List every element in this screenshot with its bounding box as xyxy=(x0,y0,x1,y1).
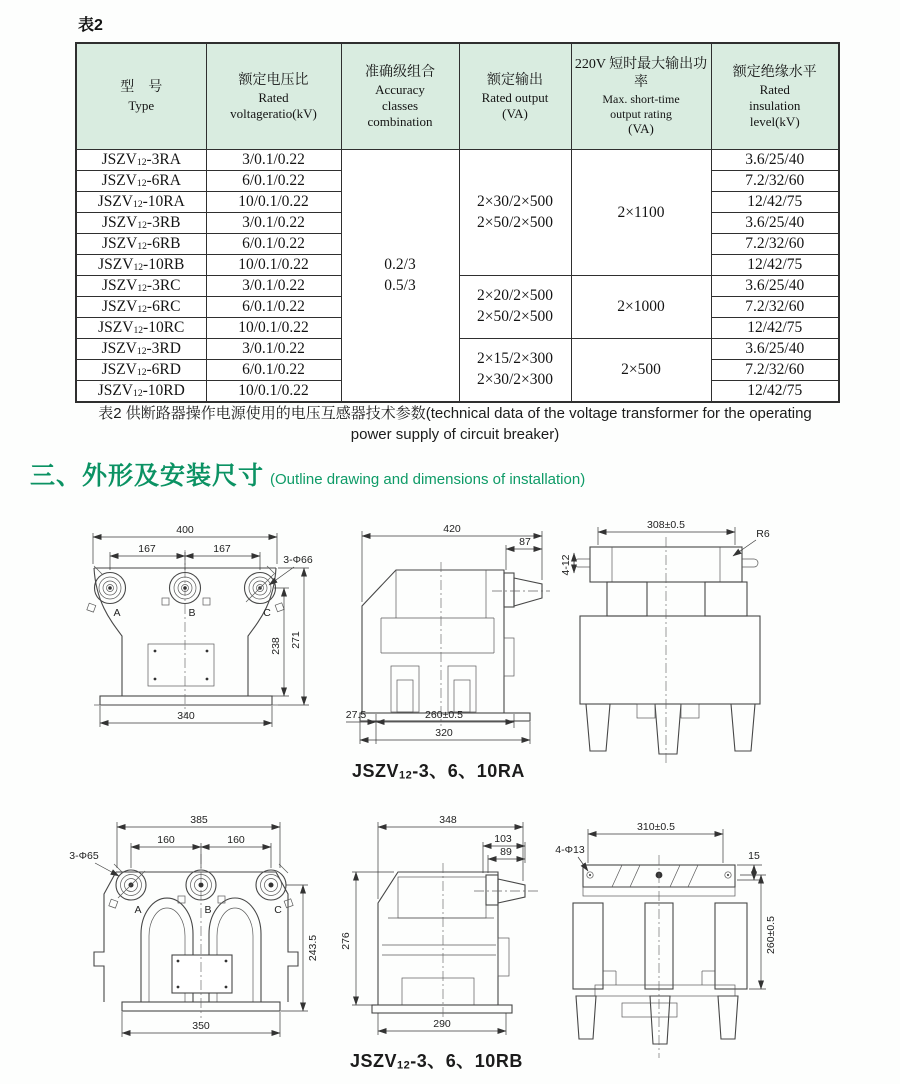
model-prefix: JSZV xyxy=(97,193,134,210)
accuracy-cell xyxy=(341,150,459,403)
header-output-cn: 额定输出 xyxy=(487,72,543,88)
model-suffix: -6RA xyxy=(146,172,181,189)
model-subscript: 12 xyxy=(133,262,144,274)
output-line1: 2×30/2×500 xyxy=(476,192,554,210)
header-output-en2: (VA) xyxy=(502,105,528,121)
ratio-cell: 3/0.1/0.22 xyxy=(206,150,341,171)
model-subscript: 12 xyxy=(137,304,147,316)
section-heading-en: (Outline drawing and dimensions of installation) xyxy=(270,471,586,488)
header-insulation-cn: 额定绝缘水平 xyxy=(732,64,817,80)
dim-167-left-label: 167 xyxy=(138,543,156,555)
insulation-cell: 3.6/25/40 xyxy=(711,339,839,360)
dim-420-label: 420 xyxy=(443,523,461,535)
header-ratio xyxy=(206,43,341,150)
header-shorttime-en3: (VA) xyxy=(628,121,654,137)
model-subscript: 12 xyxy=(137,220,147,232)
dim-160-left-label: 160 xyxy=(157,834,175,846)
model-subscript: 12 xyxy=(133,325,144,337)
model-prefix: JSZV xyxy=(101,340,137,357)
rb-side-body xyxy=(372,863,541,1020)
model-prefix: JSZV xyxy=(98,256,134,273)
ra-side-body xyxy=(360,562,550,726)
dim-27-5-label: 27.5 xyxy=(345,709,367,721)
model-suffix: -10RB xyxy=(143,256,185,273)
ra-front-terminals xyxy=(87,566,284,612)
dim-271-label: 271 xyxy=(290,631,302,649)
phase-a-label: A xyxy=(113,607,121,619)
dim-385-label: 385 xyxy=(190,814,208,826)
header-shorttime-cn: 220V 短时最大输出功率 xyxy=(574,56,708,91)
insulation-cell: 7.2/32/60 xyxy=(711,360,839,381)
ratio-cell: 10/0.1/0.22 xyxy=(206,318,341,339)
ratio-cell: 10/0.1/0.22 xyxy=(206,381,341,403)
section-heading-cn: 三、外形及安装尺寸 xyxy=(30,462,265,490)
type-cell xyxy=(76,171,206,192)
model-suffix: -3RA xyxy=(146,151,181,168)
section-heading xyxy=(30,456,585,492)
output-line2: 2×50/2×500 xyxy=(476,308,554,325)
header-accuracy-en3: combination xyxy=(367,113,433,129)
ratio-cell: 3/0.1/0.22 xyxy=(206,339,341,360)
dim-167-right-label: 167 xyxy=(213,543,231,555)
ratio-cell: 6/0.1/0.22 xyxy=(206,360,341,381)
output-cell xyxy=(459,276,571,339)
model-subscript: 12 xyxy=(133,199,143,211)
model-suffix: -10RC xyxy=(143,319,185,336)
model-subscript: 12 xyxy=(136,157,147,169)
phase-c-label: C xyxy=(263,607,271,619)
model-prefix: JSZV xyxy=(101,298,138,315)
model-prefix: JSZV xyxy=(98,319,134,336)
ratio-cell: 6/0.1/0.22 xyxy=(206,297,341,318)
phase-c-label: C xyxy=(274,904,282,916)
terminal-a xyxy=(109,864,146,908)
phase-b-label: B xyxy=(204,904,212,916)
dim-260-label: 260±0.5 xyxy=(425,709,463,721)
header-accuracy-en2: classes xyxy=(381,97,419,113)
terminal-b xyxy=(162,573,210,606)
insulation-cell: 12/42/75 xyxy=(711,192,839,213)
model-subscript: 12 xyxy=(136,178,147,190)
insulation-cell: 3.6/25/40 xyxy=(711,150,839,171)
rb-caption-subscript: 12 xyxy=(397,1059,411,1072)
ratio-cell: 3/0.1/0.22 xyxy=(206,276,341,297)
rb-front-body xyxy=(94,854,298,1018)
model-prefix: JSZV xyxy=(101,235,138,252)
dim-243-5-label: 243.5 xyxy=(307,934,319,962)
header-type-en: Type xyxy=(128,97,155,113)
insulation-cell: 3.6/25/40 xyxy=(711,276,839,297)
model-suffix: -10RD xyxy=(142,382,185,399)
output-cell xyxy=(459,339,571,403)
dim-89-label: 89 xyxy=(500,846,512,858)
header-insulation-en2: insulation xyxy=(749,97,801,113)
type-cell xyxy=(76,339,206,360)
output-cell xyxy=(459,150,571,276)
rb-front-terminals xyxy=(109,864,293,908)
shorttime-cell: 2×500 xyxy=(571,339,711,403)
header-insulation-en1: Rated xyxy=(759,81,790,97)
rb-caption-suffix: -3、6、10RB xyxy=(410,1051,523,1071)
shorttime-cell: 2×1100 xyxy=(571,150,711,276)
rb-rear-dimensions xyxy=(555,821,777,989)
dim-260-label: 260±0.5 xyxy=(765,916,777,954)
drawing-ra-front xyxy=(70,506,322,740)
type-cell xyxy=(76,150,206,171)
dim-238-label: 238 xyxy=(270,637,282,655)
dim-348-label: 348 xyxy=(439,814,457,826)
header-output xyxy=(459,43,571,150)
ra-caption-subscript: 12 xyxy=(399,769,413,782)
header-shorttime xyxy=(571,43,711,150)
rb-rear-body xyxy=(573,855,747,1058)
dim-350-label: 350 xyxy=(192,1020,210,1032)
output-line1: 2×20/2×500 xyxy=(476,287,554,305)
insulation-cell: 12/42/75 xyxy=(711,255,839,276)
type-cell xyxy=(76,276,206,297)
header-ratio-en2: voltageratio(kV) xyxy=(230,105,317,121)
insulation-cell: 7.2/32/60 xyxy=(711,234,839,255)
rb-side-dimensions xyxy=(340,814,525,1035)
model-suffix: -3RD xyxy=(146,340,181,357)
header-shorttime-en1: Max. short-time xyxy=(602,92,680,107)
model-subscript: 12 xyxy=(136,367,147,379)
table-label: 表2 xyxy=(78,17,103,34)
insulation-cell: 7.2/32/60 xyxy=(711,171,839,192)
header-insulation-en3: level(kV) xyxy=(749,113,800,129)
type-cell xyxy=(76,297,206,318)
dim-290-label: 290 xyxy=(433,1018,451,1030)
header-ratio-cn: 额定电压比 xyxy=(238,72,309,88)
dim-276-label: 276 xyxy=(340,932,352,950)
type-cell xyxy=(76,192,206,213)
header-accuracy-en1: Accuracy xyxy=(375,81,425,97)
header-ratio-en1: Rated xyxy=(258,89,289,105)
shorttime-cell: 2×1000 xyxy=(571,276,711,339)
header-type-cn: 型 号 xyxy=(120,80,163,96)
rb-caption xyxy=(350,1047,523,1073)
model-suffix: -6RC xyxy=(146,298,181,315)
table-caption: 表2 供断路器操作电源使用的电压互感器技术参数(technical data of the voltage transformer for the operating power supply of circuit breaker) xyxy=(98,405,812,443)
type-cell xyxy=(76,360,206,381)
insulation-cell: 7.2/32/60 xyxy=(711,297,839,318)
type-cell xyxy=(76,255,206,276)
model-subscript: 12 xyxy=(133,388,143,400)
drawing-rb-rear xyxy=(554,813,866,1075)
header-insulation xyxy=(711,43,839,150)
model-subscript: 12 xyxy=(137,283,147,295)
dim-hole-label: 3-Φ66 xyxy=(283,554,313,566)
output-line1: 2×15/2×300 xyxy=(476,350,554,368)
ratio-cell: 10/0.1/0.22 xyxy=(206,255,341,276)
ra-caption-prefix: JSZV xyxy=(352,761,400,781)
dim-4-12-label: 4-12 xyxy=(560,554,572,576)
output-line2: 2×30/2×300 xyxy=(476,371,554,388)
dim-310-label: 310±0.5 xyxy=(637,821,675,833)
model-prefix: JSZV xyxy=(101,277,138,294)
model-suffix: -10RA xyxy=(142,193,185,210)
dim-103-label: 103 xyxy=(494,833,512,845)
ratio-cell: 3/0.1/0.22 xyxy=(206,213,341,234)
dim-4-phi13-label: 4-Φ13 xyxy=(555,844,585,856)
phase-b-label: B xyxy=(188,607,196,619)
ra-side-dimensions xyxy=(346,523,542,744)
ratio-cell: 10/0.1/0.22 xyxy=(206,192,341,213)
dim-308-label: 308±0.5 xyxy=(647,519,685,531)
phase-a-label: A xyxy=(134,904,142,916)
ra-caption xyxy=(352,757,525,783)
model-suffix: -6RB xyxy=(146,235,181,252)
model-prefix: JSZV xyxy=(97,382,134,399)
drawing-ra-rear xyxy=(560,503,852,771)
insulation-cell: 3.6/25/40 xyxy=(711,213,839,234)
type-cell xyxy=(76,213,206,234)
header-output-en1: Rated output xyxy=(481,89,549,105)
model-subscript: 12 xyxy=(137,241,147,253)
table-row xyxy=(76,150,839,171)
drawing-ra-side xyxy=(336,518,578,770)
rb-front-dimensions xyxy=(69,814,319,1037)
ratio-cell: 6/0.1/0.22 xyxy=(206,234,341,255)
ratio-cell: 6/0.1/0.22 xyxy=(206,171,341,192)
header-accuracy xyxy=(341,43,459,150)
model-subscript: 12 xyxy=(136,346,147,358)
header-row xyxy=(76,43,839,150)
model-suffix: -3RB xyxy=(146,214,181,231)
accuracy-line2: 0.5/3 xyxy=(384,276,416,294)
ra-caption-suffix: -3、6、10RA xyxy=(412,761,525,781)
dim-15-label: 15 xyxy=(748,850,760,862)
model-prefix: JSZV xyxy=(101,151,137,168)
insulation-cell: 12/42/75 xyxy=(711,381,839,403)
model-suffix: -3RC xyxy=(146,277,181,294)
dim-87-label: 87 xyxy=(519,536,531,548)
terminal-c xyxy=(245,566,285,612)
dim-340-label: 340 xyxy=(177,710,195,722)
drawing-rb-front xyxy=(60,806,348,1044)
model-suffix: -6RD xyxy=(146,361,181,378)
header-type xyxy=(76,43,206,150)
header-accuracy-cn: 准确级组合 xyxy=(365,64,435,80)
type-cell xyxy=(76,381,206,403)
ra-rear-body xyxy=(574,537,760,763)
type-cell xyxy=(76,234,206,255)
rb-caption-prefix: JSZV xyxy=(350,1051,398,1071)
type-cell xyxy=(76,318,206,339)
dim-hole-label: 3-Φ65 xyxy=(69,850,99,862)
dim-160-right-label: 160 xyxy=(227,834,245,846)
header-shorttime-en2: output rating xyxy=(610,106,672,121)
model-prefix: JSZV xyxy=(101,214,138,231)
insulation-cell: 12/42/75 xyxy=(711,318,839,339)
accuracy-line1: 0.2/3 xyxy=(384,255,416,273)
dim-r6-label: R6 xyxy=(756,528,770,540)
dim-320-label: 320 xyxy=(435,727,453,739)
drawing-rb-side xyxy=(336,813,581,1068)
output-line2: 2×50/2×500 xyxy=(476,213,554,231)
model-prefix: JSZV xyxy=(101,172,137,189)
dim-400-label: 400 xyxy=(176,524,194,536)
ra-front-body xyxy=(94,550,278,716)
spec-table xyxy=(75,42,840,403)
terminal-b xyxy=(178,870,225,903)
model-prefix: JSZV xyxy=(101,361,137,378)
terminal-a xyxy=(87,566,126,612)
